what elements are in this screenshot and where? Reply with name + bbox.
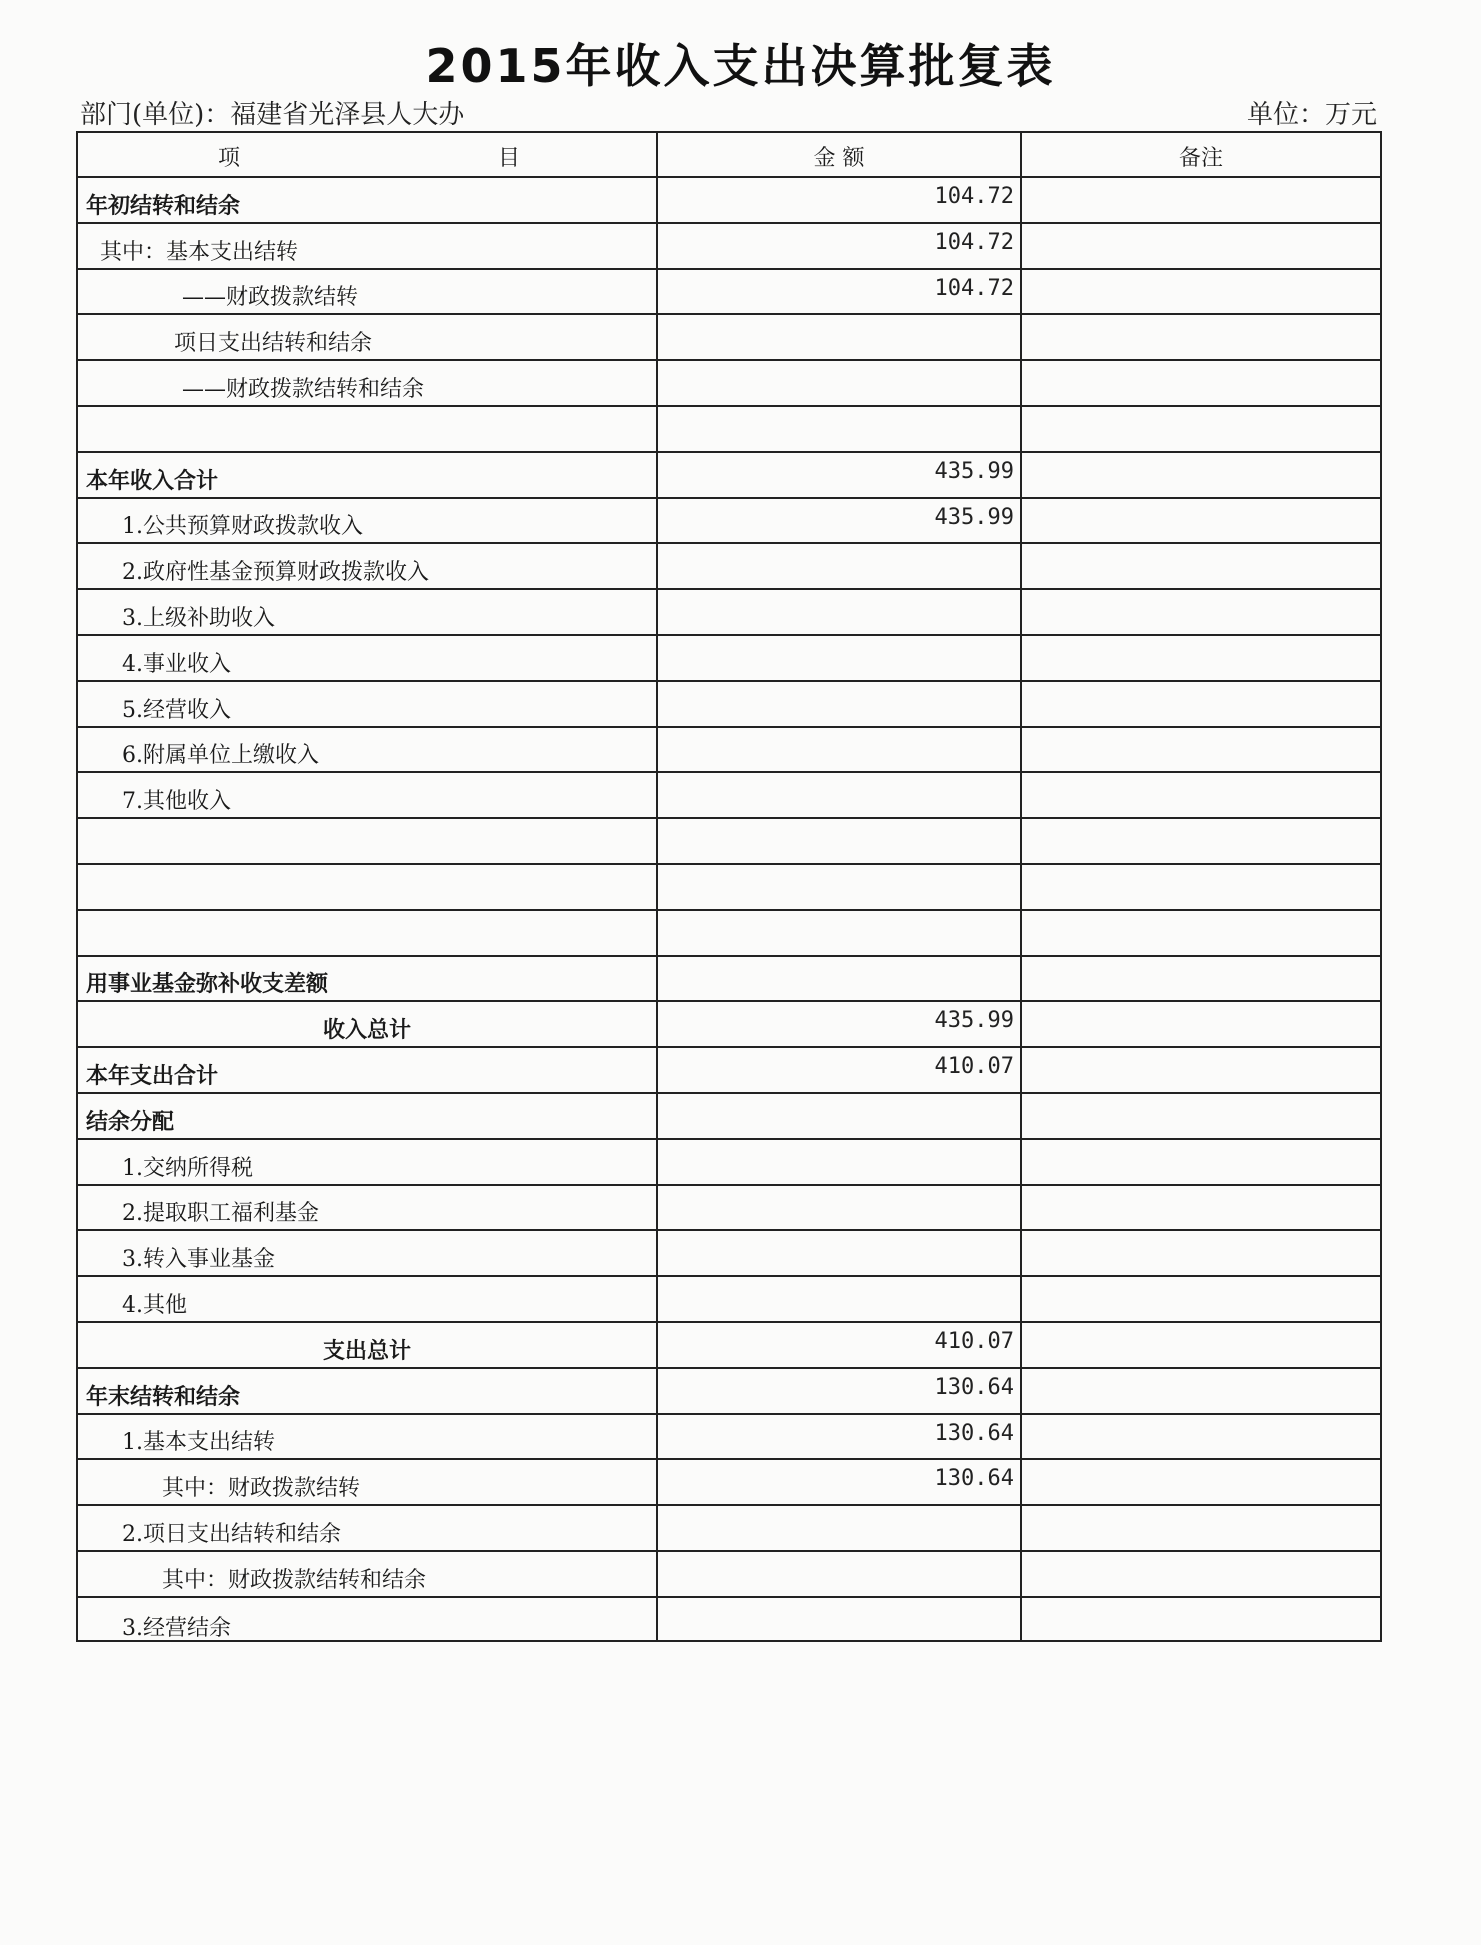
- row-label: 支出总计: [322, 1337, 411, 1364]
- row-label-cell: [78, 1460, 656, 1504]
- row-label: 1.交纳所得税: [122, 1155, 253, 1181]
- row-note-cell: [1022, 270, 1380, 314]
- row-label-cell: [78, 1369, 656, 1413]
- row-label: 收入总计: [322, 1017, 411, 1044]
- row-label-cell: [78, 453, 656, 497]
- row-note-cell: [1022, 1369, 1380, 1413]
- row-label: 2.提取职工福利基金: [122, 1201, 319, 1227]
- row-label-cell: [78, 270, 656, 314]
- table-row: [78, 270, 1380, 316]
- table-row: [78, 590, 1380, 636]
- row-note-cell: [1022, 957, 1380, 1001]
- table-row: [78, 1552, 1380, 1598]
- table-row: [78, 1231, 1380, 1277]
- row-label-cell: [78, 544, 656, 588]
- row-label-cell: [78, 1323, 656, 1367]
- row-label-cell: [78, 728, 656, 772]
- row-label-cell: [78, 1415, 656, 1459]
- row-note-cell: [1022, 682, 1380, 726]
- row-label-cell: [78, 1140, 656, 1184]
- row-label: 其中：基本支出结转: [100, 239, 299, 265]
- row-label-cell: [78, 407, 656, 451]
- page-title: 2015年收入支出决算批复表: [425, 39, 1056, 93]
- row-note-cell: [1022, 590, 1380, 634]
- row-note-cell: [1022, 728, 1380, 772]
- row-label-cell: [78, 636, 656, 680]
- table-row: [78, 453, 1380, 499]
- row-amount-cell: [658, 224, 1020, 268]
- row-note-cell: [1022, 224, 1380, 268]
- row-label: 2.项日支出结转和结余: [122, 1521, 341, 1547]
- row-label: 其中：财政拨款结转: [162, 1476, 361, 1502]
- table-row: [78, 1140, 1380, 1186]
- row-amount-cell: [658, 315, 1020, 359]
- row-amount-cell: [658, 1231, 1020, 1275]
- row-amount-cell: [658, 499, 1020, 543]
- header-amount: 金 额: [813, 146, 865, 171]
- row-label-cell: [78, 819, 656, 863]
- row-label-cell: [78, 1231, 656, 1275]
- row-amount-cell: [658, 544, 1020, 588]
- row-amount: 104.72: [934, 184, 1014, 209]
- row-amount-cell: [658, 957, 1020, 1001]
- row-label: 年初结转和结余: [86, 192, 241, 219]
- table-row: [78, 911, 1380, 957]
- table-row: [78, 1369, 1380, 1415]
- row-label: 4.事业收入: [122, 651, 231, 677]
- row-label: 1.公共预算财政拨款收入: [122, 514, 363, 540]
- row-amount-cell: [658, 1506, 1020, 1550]
- table-row: [78, 1048, 1380, 1094]
- row-amount: 130.64: [934, 1374, 1014, 1400]
- row-amount-cell: [658, 819, 1020, 863]
- row-label: 4.其他: [122, 1292, 187, 1318]
- row-label-cell: [78, 957, 656, 1001]
- row-label-cell: [78, 1552, 656, 1596]
- row-amount-cell: [658, 865, 1020, 909]
- row-label: 2.政府性基金预算财政拨款收入: [122, 560, 429, 586]
- table-row: [78, 682, 1380, 728]
- table-row: [78, 544, 1380, 590]
- table-row: [78, 819, 1380, 865]
- row-amount-cell: [658, 1094, 1020, 1138]
- row-note-cell: [1022, 315, 1380, 359]
- row-amount: 435.99: [934, 1008, 1014, 1034]
- row-label: 1.基本支出结转: [122, 1430, 275, 1456]
- row-note-cell: [1022, 865, 1380, 909]
- table-row: [78, 1094, 1380, 1140]
- row-label-cell: [78, 773, 656, 817]
- row-amount-cell: [658, 361, 1020, 405]
- row-note-cell: [1022, 1002, 1380, 1046]
- row-amount-cell: [658, 1323, 1020, 1367]
- row-label-cell: [78, 499, 656, 543]
- row-note-cell: [1022, 1231, 1380, 1275]
- row-amount: 435.99: [934, 504, 1014, 530]
- table-row: [78, 728, 1380, 774]
- row-amount-cell: [658, 1002, 1020, 1046]
- row-label: 3.转入事业基金: [122, 1247, 275, 1273]
- table-row: [78, 1415, 1380, 1461]
- row-note-cell: [1022, 636, 1380, 680]
- table-row: [78, 773, 1380, 819]
- row-note-cell: [1022, 1048, 1380, 1092]
- header-note: 备注: [1178, 146, 1223, 171]
- row-amount-cell: [658, 1598, 1020, 1644]
- row-amount-cell: [658, 407, 1020, 451]
- table-row: [78, 865, 1380, 911]
- row-label-cell: [78, 682, 656, 726]
- row-amount-cell: [658, 270, 1020, 314]
- row-note-cell: [1022, 1323, 1380, 1367]
- department-label: 部门(单位)：福建省光泽县人大办: [80, 100, 465, 130]
- table-row: [78, 1323, 1380, 1369]
- unit-label: 单位：万元: [1246, 100, 1377, 130]
- row-amount: 130.64: [934, 1466, 1014, 1492]
- row-amount-cell: [658, 636, 1020, 680]
- budget-table: [76, 131, 1382, 1642]
- table-row: [78, 315, 1380, 361]
- row-label-cell: [78, 1002, 656, 1046]
- row-note-cell: [1022, 819, 1380, 863]
- row-amount-cell: [658, 1415, 1020, 1459]
- row-label-cell: [78, 1186, 656, 1230]
- row-note-cell: [1022, 1094, 1380, 1138]
- row-amount-cell: [658, 911, 1020, 955]
- row-label-cell: [78, 1277, 656, 1321]
- column-divider-note: [1020, 133, 1022, 1640]
- row-label: 3.经营结余: [122, 1615, 231, 1641]
- row-label-cell: [78, 361, 656, 405]
- row-amount-cell: [658, 178, 1020, 222]
- row-label: 项日支出结转和结余: [174, 331, 373, 357]
- row-amount-cell: [658, 728, 1020, 772]
- row-amount-cell: [658, 1369, 1020, 1413]
- row-amount: 410.07: [934, 1329, 1014, 1354]
- column-divider-amount: [656, 133, 658, 1640]
- row-note-cell: [1022, 1277, 1380, 1321]
- row-amount-cell: [658, 773, 1020, 817]
- row-label: 6.附属单位上缴收入: [122, 743, 319, 769]
- row-label-cell: [78, 315, 656, 359]
- table-row: [78, 407, 1380, 453]
- row-label-cell: [78, 224, 656, 268]
- row-note-cell: [1022, 773, 1380, 817]
- row-note-cell: [1022, 407, 1380, 451]
- table-row: [78, 1598, 1380, 1644]
- row-amount-cell: [658, 1048, 1020, 1092]
- row-label: 其中：财政拨款结转和结余: [162, 1567, 427, 1593]
- row-label-cell: [78, 1598, 656, 1644]
- row-amount-cell: [658, 1552, 1020, 1596]
- row-note-cell: [1022, 1552, 1380, 1596]
- table-row: [78, 636, 1380, 682]
- row-label-cell: [78, 911, 656, 955]
- row-label: 结余分配: [86, 1108, 175, 1135]
- row-label: 7.其他收入: [122, 789, 231, 815]
- row-label: ——财政拨款结转: [182, 285, 359, 311]
- row-label: ——财政拨款结转和结余: [182, 376, 425, 402]
- row-label: 3.上级补助收入: [122, 605, 275, 631]
- row-amount-cell: [658, 1140, 1020, 1184]
- row-amount: 435.99: [934, 458, 1014, 484]
- row-note-cell: [1022, 499, 1380, 543]
- header-item-right: 目: [498, 146, 521, 171]
- row-label-cell: [78, 590, 656, 634]
- row-amount: 104.72: [934, 229, 1014, 255]
- row-amount: 104.72: [934, 275, 1014, 301]
- row-label: 5.经营收入: [122, 697, 231, 723]
- row-note-cell: [1022, 1598, 1380, 1644]
- row-amount-cell: [658, 590, 1020, 634]
- row-amount: 410.07: [934, 1054, 1014, 1080]
- table-row: [78, 499, 1380, 545]
- table-row: [78, 1460, 1380, 1506]
- table-row: [78, 1186, 1380, 1232]
- row-label-cell: [78, 865, 656, 909]
- row-amount-cell: [658, 1460, 1020, 1504]
- row-amount-cell: [658, 1186, 1020, 1230]
- row-label-cell: [78, 178, 656, 222]
- row-label: 用事业基金弥补收支差额: [86, 971, 329, 998]
- row-note-cell: [1022, 1460, 1380, 1504]
- table-row: [78, 361, 1380, 407]
- row-label-cell: [78, 1506, 656, 1550]
- row-note-cell: [1022, 178, 1380, 222]
- row-note-cell: [1022, 911, 1380, 955]
- table-row: [78, 1277, 1380, 1323]
- row-label-cell: [78, 1048, 656, 1092]
- row-label: 本年收入合计: [86, 467, 219, 494]
- table-row: [78, 957, 1380, 1003]
- row-amount-cell: [658, 453, 1020, 497]
- row-note-cell: [1022, 1506, 1380, 1550]
- row-note-cell: [1022, 361, 1380, 405]
- row-label: 年末结转和结余: [86, 1383, 241, 1410]
- table-row: [78, 1506, 1380, 1552]
- table-row: [78, 1002, 1380, 1048]
- row-note-cell: [1022, 1415, 1380, 1459]
- row-amount-cell: [658, 682, 1020, 726]
- row-label: 本年支出合计: [86, 1062, 219, 1089]
- row-label-cell: [78, 1094, 656, 1138]
- row-amount-cell: [658, 1277, 1020, 1321]
- row-note-cell: [1022, 1140, 1380, 1184]
- table-row: [78, 224, 1380, 270]
- row-note-cell: [1022, 544, 1380, 588]
- row-note-cell: [1022, 1186, 1380, 1230]
- row-amount: 130.64: [934, 1420, 1014, 1446]
- table-header: [78, 133, 1380, 178]
- row-note-cell: [1022, 453, 1380, 497]
- table-row: [78, 178, 1380, 224]
- header-item-left: 项: [218, 146, 241, 171]
